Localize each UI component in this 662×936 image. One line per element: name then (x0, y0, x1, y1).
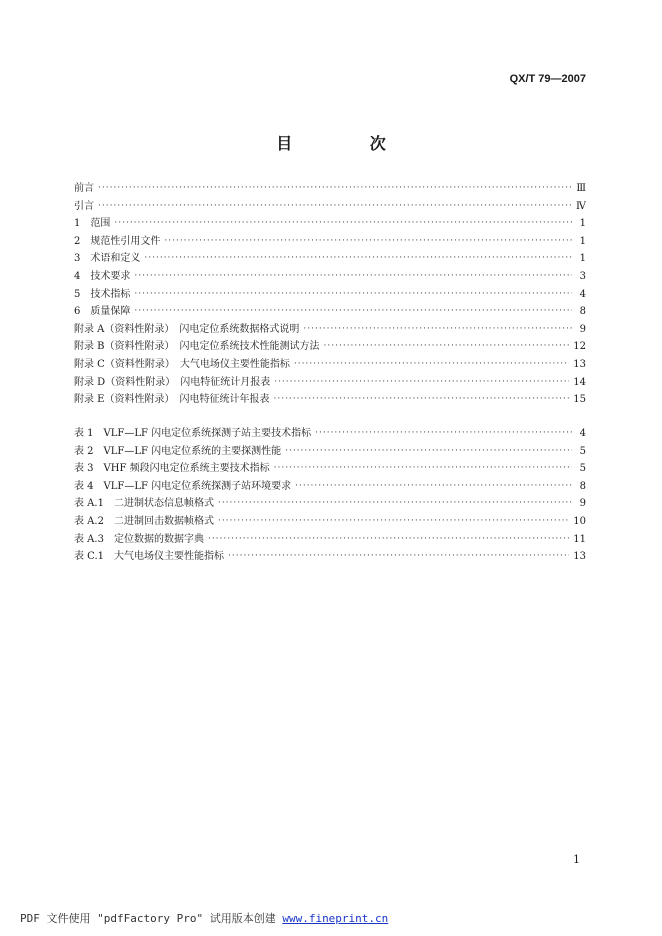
toc-entry[interactable] (74, 513, 586, 531)
toc-entry-label: 6 质量保障 (74, 306, 131, 318)
toc-entry-page: 8 (579, 306, 586, 318)
toc-entry-page: 1 (579, 253, 586, 265)
toc-entry-label: 附录 B（资料性附录） 闪电定位系统技术性能测试方法 (74, 341, 320, 353)
toc-entry-page: 4 (579, 428, 586, 439)
toc-entry-label: 前言 (74, 183, 94, 194)
toc-dot-leader (294, 356, 569, 374)
toc-dot-leader (303, 321, 572, 339)
toc-entry-label: 1 范围 (74, 218, 111, 230)
toc-entry[interactable] (74, 495, 586, 513)
toc-entry-label: 表 1 VLF—LF 闪电定位系统探测子站主要技术指标 (74, 428, 312, 439)
toc-entry[interactable] (74, 443, 586, 461)
toc-entry-label: 引言 (74, 200, 94, 212)
toc-entry-page: 14 (573, 376, 586, 388)
toc-dot-leader (218, 495, 572, 513)
toc-entry-label: 3 术语和定义 (74, 253, 141, 265)
toc-dot-leader (324, 338, 570, 356)
toc-entry[interactable] (74, 356, 586, 374)
toc-entry-page: 12 (573, 341, 586, 353)
toc-entry-label: 表 C.1 大气电场仪主要性能指标 (74, 551, 225, 563)
footer-text: PDF 文件使用 "pdfFactory Pro" 试用版本创建 (20, 912, 283, 925)
toc-entry-label: 表 A.1 二进制状态信息帧格式 (74, 498, 214, 510)
toc-entry[interactable] (74, 250, 586, 268)
toc-dot-leader (274, 460, 572, 478)
page-title: 目 次 (276, 134, 422, 153)
toc-entry[interactable] (74, 531, 586, 549)
toc-dot-leader (274, 374, 569, 392)
toc-entry[interactable] (74, 286, 586, 304)
toc-entry-page: 13 (573, 551, 586, 563)
toc-entry-page: 1 (579, 218, 586, 230)
toc-dot-leader (295, 478, 572, 496)
toc-dot-leader (228, 548, 569, 566)
standard-number: QX/T 79—2007 (509, 73, 586, 85)
toc-entry-page: 5 (579, 463, 586, 475)
toc-entry[interactable] (74, 215, 586, 233)
toc-entry-label: 附录 D（资料性附录） 闪电特征统计月报表 (74, 376, 271, 388)
toc-entry-page: 8 (579, 480, 586, 492)
toc-tables-list (74, 425, 586, 566)
toc-dot-leader (273, 391, 569, 409)
toc-entry[interactable] (74, 338, 586, 356)
footer-watermark (20, 910, 388, 926)
toc-entry-label: 4 技术要求 (74, 270, 131, 282)
toc-dot-leader (285, 443, 572, 461)
toc-entry[interactable] (74, 425, 586, 443)
toc-entry[interactable] (74, 548, 586, 566)
toc-entry-page: 11 (573, 533, 586, 545)
toc-entry[interactable] (74, 391, 586, 409)
toc-dot-leader (114, 215, 572, 233)
toc-dot-leader (134, 303, 572, 321)
toc-entry[interactable] (74, 180, 586, 198)
toc-entry[interactable] (74, 478, 586, 496)
toc-entry-page: 4 (579, 288, 586, 300)
toc-entry-page: 10 (573, 515, 586, 527)
toc-entry[interactable] (74, 374, 586, 392)
toc-entry-page: 9 (579, 323, 586, 335)
toc-dot-leader (144, 250, 572, 268)
toc-entry-label: 附录 A（资料性附录） 闪电定位系统数据格式说明 (74, 323, 300, 335)
toc-entry[interactable] (74, 303, 586, 321)
toc-entry-label: 附录 C（资料性附录） 大气电场仪主要性能指标 (74, 358, 290, 370)
footer-link[interactable]: www.fineprint.cn (282, 912, 389, 925)
toc-entry[interactable] (74, 460, 586, 478)
toc-entry-page: 5 (579, 445, 586, 457)
toc-entry-label: 表 4 VLF—LF 闪电定位系统探测子站环境要求 (74, 480, 292, 492)
toc-entry-page: 1 (579, 235, 586, 247)
toc-dot-leader (134, 268, 572, 286)
toc-entry-page: 9 (579, 498, 586, 510)
toc-entry[interactable] (74, 268, 586, 286)
toc-entry-label: 5 技术指标 (74, 288, 131, 300)
toc-main-list (74, 180, 586, 409)
toc-entry-label: 表 2 VLF—LF 闪电定位系统的主要探测性能 (74, 445, 282, 457)
toc-entry-label: 表 A.2 二进制回击数据帧格式 (74, 515, 214, 527)
toc-entry-label: 附录 E（资料性附录） 闪电特征统计年报表 (74, 394, 270, 406)
toc-dot-leader (315, 425, 572, 443)
toc-dot-leader (218, 513, 569, 531)
toc-entry-label: 表 A.3 定位数据的数据字典 (74, 533, 204, 545)
toc-entry-label: 2 规范性引用文件 (74, 235, 161, 247)
toc-entry-page: 13 (573, 358, 586, 370)
toc-entry-page: 15 (573, 394, 586, 406)
toc-entry[interactable] (74, 233, 586, 251)
toc-entry-page: Ⅳ (576, 200, 586, 212)
toc-dot-leader (98, 198, 572, 216)
toc-dot-leader (208, 531, 569, 549)
toc-entry[interactable] (74, 198, 586, 216)
page-number: 1 (573, 853, 580, 866)
toc-entry-page: Ⅲ (576, 183, 586, 194)
toc-dot-leader (98, 180, 572, 198)
toc-entry[interactable] (74, 321, 586, 339)
toc-dot-leader (134, 286, 572, 304)
toc-entry-label: 表 3 VHF 频段闪电定位系统主要技术指标 (74, 463, 270, 475)
toc-entry-page: 3 (579, 270, 586, 282)
toc-dot-leader (164, 233, 572, 251)
